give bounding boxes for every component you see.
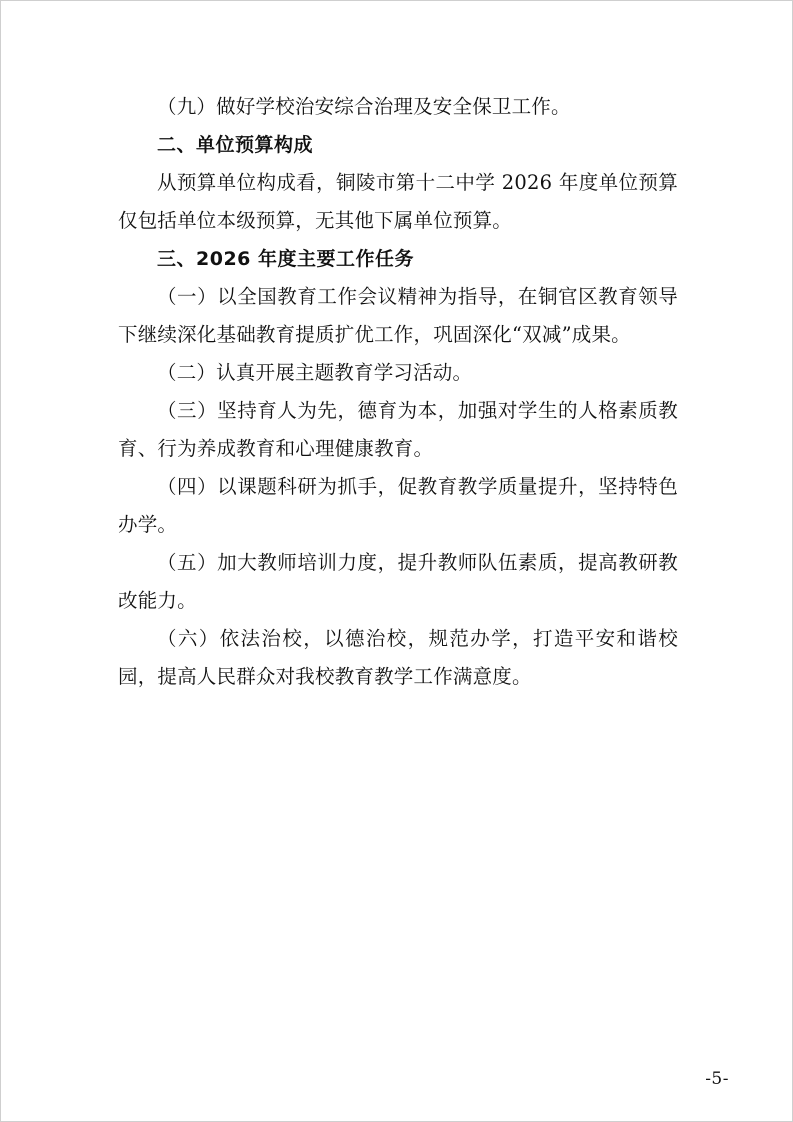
paragraph-task-three: （三）坚持育人为先，德育为本，加强对学生的人格素质教育、行为养成教育和心理健康教育。 [118,399,678,460]
page-number: -5- [705,1069,729,1089]
paragraph-task-five: （五）加大教师培训力度，提升教师队伍素质，提高教研教改能力。 [118,551,678,612]
paragraph-task-four: （四）以课题科研为抓手，促教育教学质量提升，坚持特色办学。 [118,475,678,536]
paragraph-task-one: （一）以全国教育工作会议精神为指导，在铜官区教育领导下继续深化基础教育提质扩优工作，巩固深化“双减”成果。 [118,285,678,346]
heading-section-three: 三、2026 年度主要工作任务 [157,248,414,270]
heading-section-two: 二、单位预算构成 [157,134,314,156]
paragraph-task-two: （二）认真开展主题教育学习活动。 [157,361,473,384]
paragraph-item-nine: （九）做好学校治安综合治理及安全保卫工作。 [157,95,571,118]
paragraph-section-two-body: 从预算单位构成看，铜陵市第十二中学 2026 年度单位预算仅包括单位本级预算，无其他下属单位预算。 [118,171,678,232]
document-body [118,88,678,696]
paragraph-task-six: （六）依法治校，以德治校，规范办学，打造平安和谐校园，提高人民群众对我校教育教学工作满意度。 [118,627,678,688]
